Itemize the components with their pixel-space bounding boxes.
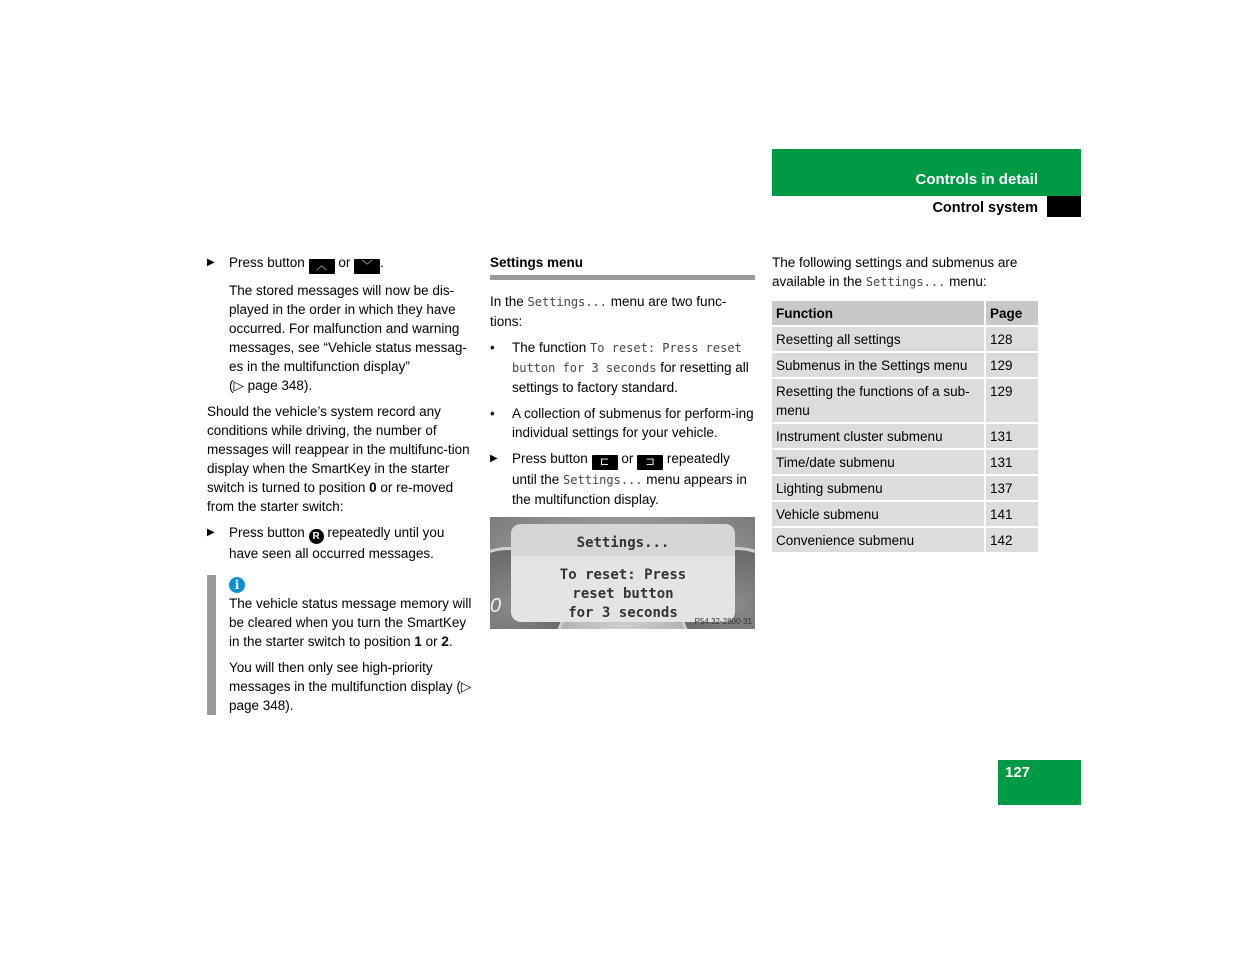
step-arrow-icon: ▶ (490, 453, 498, 464)
lcd-line-1: Settings... (576, 535, 670, 551)
page-number: 127 (1005, 764, 1031, 781)
bullet-icon: • (490, 340, 495, 355)
gauge-number: 0 (490, 595, 502, 617)
step-result-text: The stored messages will now be dis-played in the order in which they have occurred. For malfunction and warning messages, see “Vehicle status messag-es in the multifunction display” (229, 283, 467, 374)
step-text: Press button (512, 451, 588, 466)
table-row (772, 353, 1038, 379)
settings-table (772, 301, 1038, 554)
lcd-line-4: for 3 seconds (568, 605, 678, 621)
cell-function: Submenus in the Settings menu (772, 353, 984, 379)
note-paragraph (229, 594, 475, 651)
table-row (772, 327, 1038, 353)
cell-page: 131 (984, 450, 1038, 476)
cell-function: Lighting submenu (772, 476, 984, 502)
menu-name: Settings... (563, 473, 643, 487)
up-arrow-key-icon: ︿ (309, 259, 335, 274)
next-menu-key-icon: ⊏ (592, 455, 618, 470)
cell-function: Convenience submenu (772, 528, 984, 554)
table-row (772, 379, 1038, 424)
cell-function: Resetting all settings (772, 327, 984, 353)
paragraph-text: Should the vehicle’s system record any conditions while driving, the number of messages will reappear in the multifunc-tion display when the SmartKey in the starter switch is turned to position (207, 404, 470, 495)
bullet-text: The function (512, 340, 591, 355)
intro-text: In the (490, 294, 528, 309)
paragraph (207, 402, 475, 516)
table-header-row (772, 301, 1038, 327)
prev-menu-key-icon: ⊐ (637, 455, 663, 470)
note-text: or (421, 634, 442, 649)
header-page: Page (984, 301, 1038, 327)
intro-text: The following settings and submenus are available in the (772, 255, 1018, 289)
note-paragraph: You will then only see high-priority messages in the multifunction display (▷ page 348). (229, 660, 472, 713)
cell-page: 129 (984, 353, 1038, 379)
bullet-icon: • (490, 406, 495, 421)
bullet-text-end: for resetting all settings to factory standard. (512, 360, 749, 395)
bullet-item (490, 338, 755, 397)
or-text: or (338, 255, 351, 270)
table-row (772, 528, 1038, 554)
step-text: Press button (229, 525, 305, 540)
step-text-end: repeatedly until you have seen all occurred messages. (229, 525, 445, 561)
position-value: 1 (414, 634, 422, 649)
cell-page: 137 (984, 476, 1038, 502)
table-row (772, 476, 1038, 502)
reset-key-icon: R (309, 529, 324, 544)
cell-function: Time/date submenu (772, 450, 984, 476)
down-arrow-key-icon: ﹀ (354, 259, 380, 274)
bullet-item (490, 404, 755, 442)
lcd-screen (511, 524, 735, 622)
info-icon: i (229, 575, 475, 594)
intro-paragraph (772, 253, 1038, 292)
position-value: 0 (369, 480, 377, 495)
page-number-box (998, 760, 1081, 805)
info-note (207, 575, 475, 715)
section-heading: Settings menu (490, 253, 755, 280)
paragraph-text-end: or re-moved from the starter switch: (207, 480, 454, 514)
multifunction-display-image (490, 517, 755, 629)
cell-page: 141 (984, 502, 1038, 528)
cell-page: 131 (984, 424, 1038, 450)
display-message: To reset: Press reset button for 3 seconds (512, 341, 742, 375)
intro-text-end: menu: (945, 274, 987, 289)
header-function: Function (772, 301, 984, 327)
menu-name: Settings... (527, 295, 608, 309)
step-press-menu (490, 449, 755, 509)
intro-text-end: menu are two func-tions: (490, 294, 727, 329)
subsection-title: Control system (932, 200, 1038, 216)
punct: . (380, 255, 384, 270)
note-bar (207, 575, 216, 715)
page-reference: (▷ page 348). (229, 378, 313, 393)
table-row (772, 450, 1038, 476)
column-left (207, 253, 475, 722)
section-title: Controls in detail (915, 171, 1038, 188)
intro-paragraph (490, 292, 755, 331)
note-text: The vehicle status message memory will be cleared when you turn the SmartKey in the starter switch to position (229, 596, 472, 649)
cell-function: Resetting the functions of a sub-menu (772, 379, 984, 424)
cell-function: Instrument cluster submenu (772, 424, 984, 450)
table-row (772, 502, 1038, 528)
section-header-bar (772, 149, 1081, 196)
step-result (207, 281, 475, 395)
step-arrow-icon: ▶ (207, 527, 215, 538)
step-arrow-icon: ▶ (207, 257, 215, 268)
lcd-line-2: To reset: Press (559, 567, 687, 583)
column-middle (490, 253, 755, 629)
bullet-text: A collection of submenus for perform-ing individual settings for your vehicle. (512, 406, 754, 440)
cell-page: 128 (984, 327, 1038, 353)
position-value: 2 (441, 634, 449, 649)
table-row (772, 424, 1038, 450)
lcd-line-3: reset button (572, 586, 674, 602)
or-text: or (621, 451, 634, 466)
step-text-end: menu appears in the multifunction display. (512, 472, 747, 507)
cell-page: 129 (984, 379, 1038, 424)
step-press-reset (207, 523, 475, 563)
menu-name: Settings... (865, 275, 946, 289)
punct: . (448, 634, 453, 649)
cell-function: Vehicle submenu (772, 502, 984, 528)
subsection-marker (1047, 196, 1081, 217)
step-text: Press button (229, 255, 305, 270)
cell-page: 142 (984, 528, 1038, 554)
image-reference: P54.32-2800-31 (694, 617, 752, 626)
column-right (772, 253, 1038, 554)
step-press-arrow (207, 253, 475, 274)
step-text: repeatedly until the (512, 451, 730, 487)
